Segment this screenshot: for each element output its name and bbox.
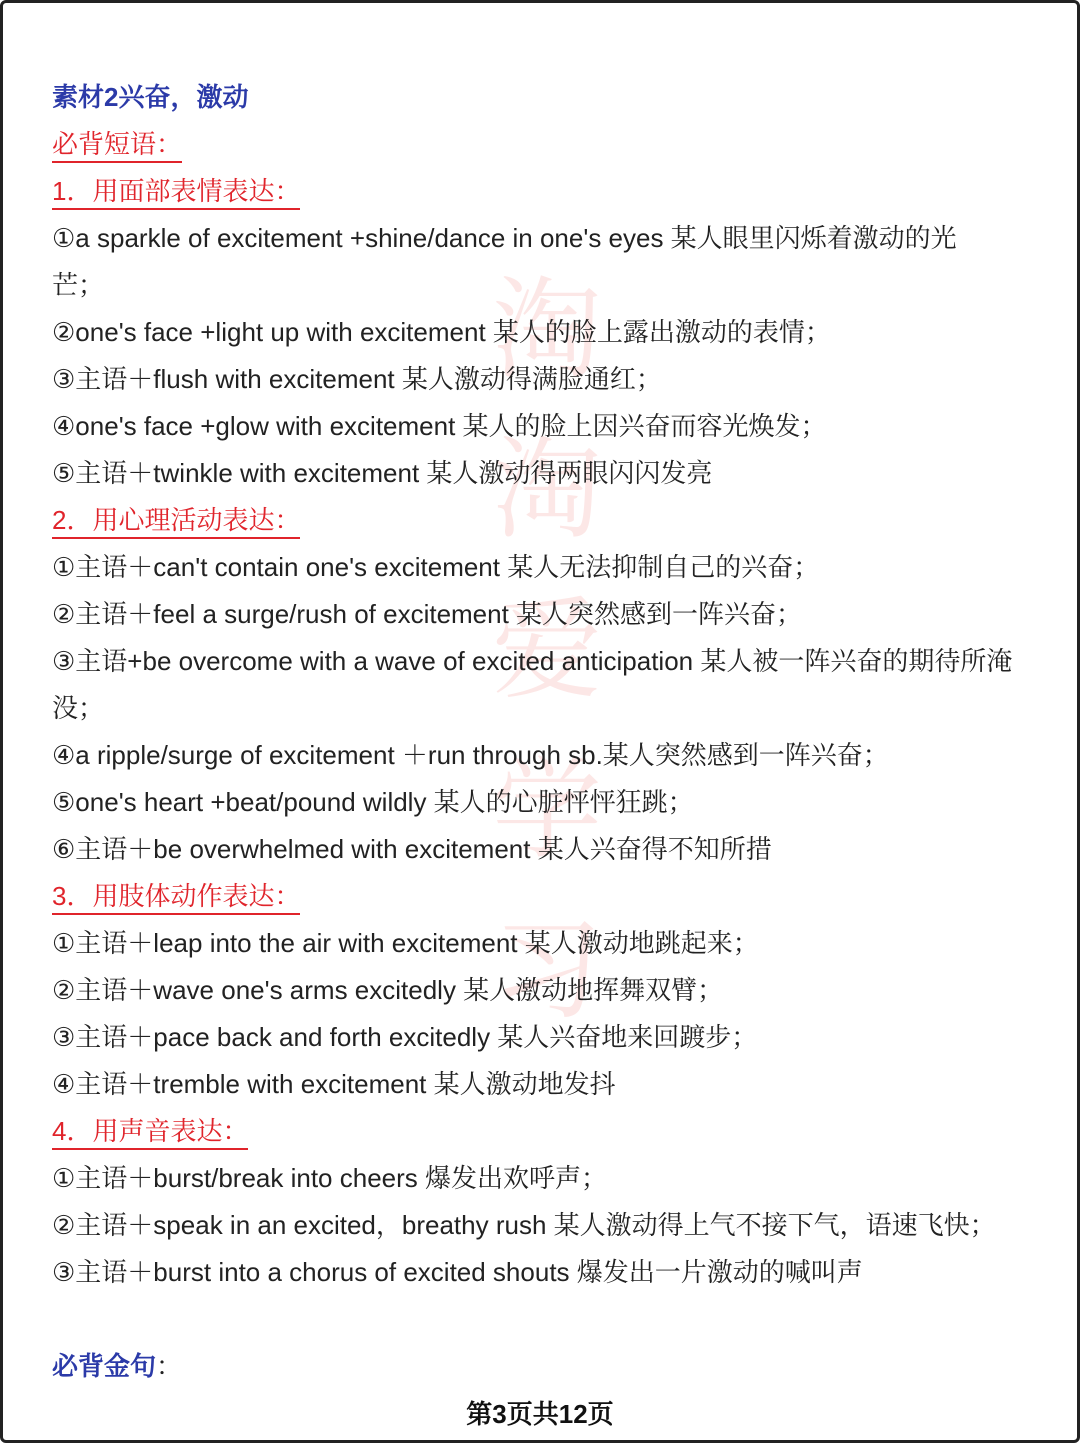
list-item: ②主语＋speak in an excited，breathy rush 某人激动得上气不接下气，语速飞快； — [52, 1210, 996, 1240]
page-title: 素材2兴奋，激动 — [52, 82, 249, 112]
document-body — [52, 74, 1042, 1390]
section-heading-voice — [52, 1108, 1042, 1155]
list-item: ①主语＋burst/break into cheers 爆发出欢呼声； — [52, 1163, 608, 1193]
watermark-char: 爱 — [492, 586, 602, 714]
list-item: ④a ripple/surge of excitement ＋run through sb.某人突然感到一阵兴奋； — [52, 740, 889, 770]
watermark-char: 学 — [492, 746, 602, 874]
must-phrases-heading — [52, 121, 1042, 168]
watermark-char: 淘 — [492, 266, 602, 394]
list-item: ⑤主语＋twinkle with excitement 某人激动得两眼闪闪发亮 — [52, 458, 713, 488]
list-item: ③主语＋pace back and forth excitedly 某人兴奋地来回踱步； — [52, 1022, 758, 1052]
list-item: ①a sparkle of excitement +shine/dance in one's eyes 某人眼里闪烁着激动的光芒； — [52, 223, 957, 300]
list-item: ①主语＋leap into the air with excitement 某人激动地跳起来； — [52, 928, 759, 958]
list-item: ③主语+be overcome with a wave of excited anticipation 某人被一阵兴奋的期待所淹没； — [52, 646, 1013, 723]
section-heading-text: 1．用面部表情表达： — [52, 176, 300, 210]
page-number: 第3页共12页 — [466, 1399, 614, 1429]
golden-sentences-heading — [52, 1343, 1042, 1390]
list-item: ②主语＋wave one's arms excitedly 某人激动地挥舞双臂； — [52, 975, 724, 1005]
must-phrases-heading-text: 必背短语： — [52, 129, 182, 163]
spacer — [52, 1296, 1042, 1343]
list-item: ②主语＋feel a surge/rush of excitement 某人突然感到一阵兴奋； — [52, 599, 803, 629]
section-heading-text: 3．用肢体动作表达： — [52, 881, 300, 915]
golden-sentences-label: 必背金句 — [52, 1351, 157, 1381]
section-heading-text: 2．用心理活动表达： — [52, 505, 300, 539]
list-item: ①主语＋can't contain one's excitement 某人无法抑制自己的兴奋； — [52, 552, 820, 582]
list-item: ③主语＋burst into a chorus of excited shouts 爆发出一片激动的喊叫声 — [52, 1257, 863, 1287]
section-heading-facial — [52, 168, 1042, 215]
list-item: ⑥主语＋be overwhelmed with excitement 某人兴奋得不知所措 — [52, 834, 772, 864]
list-item: ④主语＋tremble with excitement 某人激动地发抖 — [52, 1069, 616, 1099]
watermark-char: 习 — [492, 906, 602, 1034]
list-item: ⑤one's heart +beat/pound wildly 某人的心脏怦怦狂跳； — [52, 787, 694, 817]
section-heading-body — [52, 873, 1042, 920]
section-heading-mental — [52, 497, 1042, 544]
golden-sentences-colon: ： — [156, 1351, 183, 1381]
section-heading-text: 4．用声音表达： — [52, 1116, 248, 1150]
watermark-char: 淘 — [492, 426, 602, 554]
list-item: ④one's face +glow with excitement 某人的脸上因兴奋而容光焕发； — [52, 411, 827, 441]
list-item: ②one's face +light up with excitement 某人的脸上露出激动的表情； — [52, 317, 831, 347]
list-item: ③主语＋flush with excitement 某人激动得满脸通红； — [52, 364, 662, 394]
